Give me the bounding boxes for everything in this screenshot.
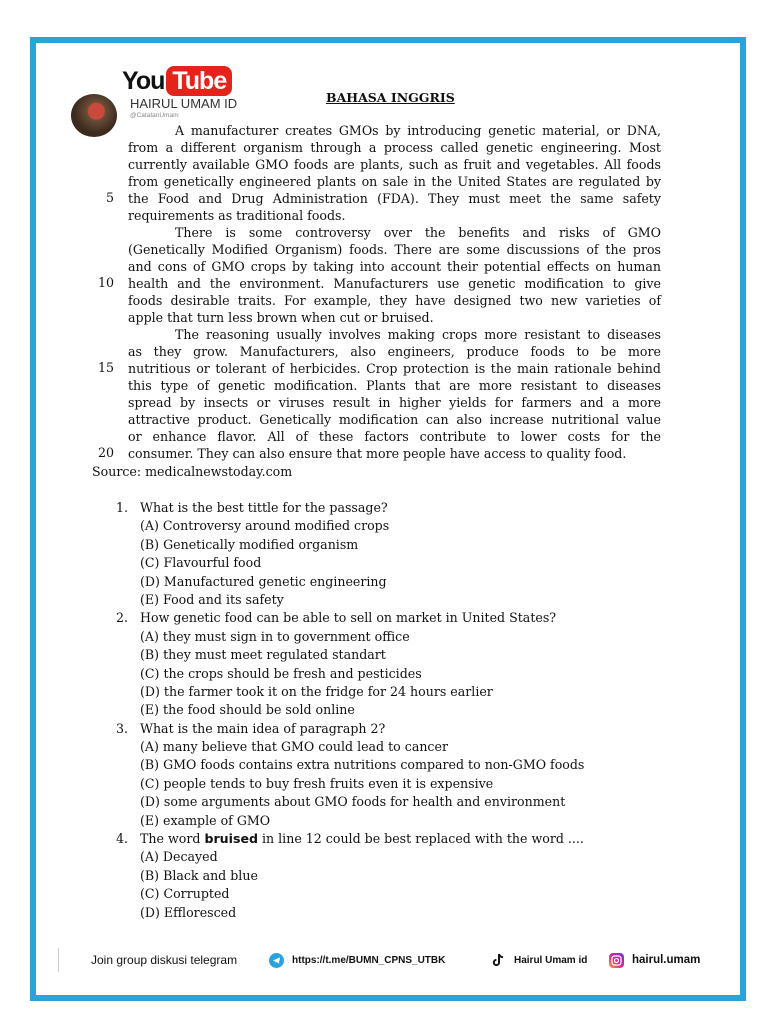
- page-title: BAHASA INGGRIS: [326, 90, 455, 105]
- telegram-icon: [269, 953, 284, 968]
- question-4: [116, 830, 676, 848]
- question-list: [116, 499, 676, 922]
- passage-line: nutritious or tolerant of herbicides. Crop protection is the main rationale behind: [128, 361, 661, 376]
- line-number: 10: [97, 275, 114, 290]
- answer-option: (D) the farmer took it on the fridge for 24 hours earlier: [140, 683, 493, 699]
- footer-bar: [58, 948, 709, 972]
- answer-option: (D) some arguments about GMO foods for health and environment: [140, 794, 566, 810]
- answer-option: (B) Genetically modified organism: [140, 536, 359, 552]
- question-text: in line 12 could be best replaced with the word ....: [262, 831, 584, 847]
- reading-passage: [128, 122, 661, 462]
- passage-line: the Food and Drug Administration (FDA). They must meet the same safety: [128, 191, 661, 206]
- channel-avatar: [71, 94, 117, 137]
- question-number: 3.: [116, 720, 129, 736]
- question-3: [116, 720, 676, 738]
- tiktok-account[interactable]: [491, 948, 587, 972]
- passage-source: Source: medicalnewstoday.com: [92, 464, 293, 479]
- line-number: 15: [97, 360, 114, 375]
- answer-option: (C) people tends to buy fresh fruits even it is expensive: [140, 775, 494, 791]
- passage-line: attractive product. Genetically modification can also increase nutritional value: [128, 412, 661, 427]
- answer-option: (A) many believe that GMO could lead to cancer: [140, 739, 448, 755]
- passage-line: or enhance flavor. All of these factors contribute to lower costs for the: [128, 429, 661, 444]
- youtube-logo: [122, 66, 232, 96]
- answer-option: (E) the food should be sold online: [140, 702, 355, 718]
- question-number: 1.: [116, 500, 129, 515]
- line-number: 5: [105, 190, 114, 205]
- passage-line: from genetically engineered plants on sale in the United States are regulated by: [128, 174, 661, 189]
- passage-line: health and the environment. Manufacturers use genetic modification to give: [128, 276, 661, 291]
- passage-line: There is some controversy over the benefits and risks of GMO: [175, 225, 661, 240]
- answer-option: (B) Black and blue: [140, 867, 258, 883]
- channel-handle: @CatatanUmam: [130, 112, 179, 119]
- question-number: 4.: [116, 831, 129, 847]
- answer-option: (C) Flavourful food: [140, 555, 262, 571]
- question-1: [116, 499, 676, 517]
- answer-option: (C) Corrupted: [140, 886, 230, 902]
- question-2: [116, 609, 676, 627]
- answer-option: (A) they must sign in to government office: [140, 628, 410, 644]
- passage-line: currently available GMO foods are plants, such as fruit and vegetables. All foods: [128, 157, 661, 172]
- instagram-account[interactable]: [609, 948, 700, 972]
- answer-option: (E) example of GMO: [140, 812, 271, 828]
- answer-option: (C) the crops should be fresh and pesticides: [140, 665, 422, 681]
- passage-line: (Genetically Modified Organism) foods. There are some discussions of the pros: [128, 242, 661, 257]
- answer-option: (B) GMO foods contains extra nutritions compared to non-GMO foods: [140, 757, 585, 773]
- passage-line: from a different organism through a process called genetic engineering. Most: [128, 140, 661, 155]
- answer-option: (B) they must meet regulated standart: [140, 647, 386, 663]
- youtube-logo-tube: Tube: [166, 66, 232, 96]
- answer-option: (A) Controversy around modified crops: [140, 518, 390, 534]
- answer-option: (D) Manufactured genetic engineering: [140, 573, 387, 589]
- answer-option: (A) Decayed: [140, 849, 218, 865]
- passage-line: foods desirable traits. For example, they have designed two new varieties of: [128, 293, 661, 308]
- question-text: What is the best tittle for the passage?: [140, 500, 388, 515]
- channel-name: HAIRUL UMAM ID: [130, 96, 238, 111]
- passage-line: The reasoning usually involves making crops more resistant to diseases: [175, 327, 661, 342]
- tiktok-name[interactable]: Hairul Umam id: [514, 954, 588, 966]
- passage-line: and cons of GMO crops by taking into account their potential effects on human: [128, 259, 661, 274]
- passage-line: A manufacturer creates GMOs by introducing genetic material, or DNA,: [175, 123, 661, 138]
- instagram-name[interactable]: hairul.umam: [632, 954, 701, 966]
- answer-option: (D) Effloresced: [140, 904, 237, 920]
- instagram-icon: [609, 953, 624, 968]
- passage-line: consumer. They can also ensure that more people have access to quality food.: [128, 446, 627, 461]
- passage-line: requirements as traditional foods.: [128, 208, 346, 223]
- line-number: 20: [97, 445, 114, 460]
- telegram-link[interactable]: [269, 948, 445, 972]
- question-text: What is the main idea of paragraph 2?: [140, 720, 386, 736]
- tiktok-icon: [491, 953, 506, 968]
- passage-line: this type of genetic modification. Plants that are more resistant to diseases: [128, 378, 661, 393]
- question-text: The word: [140, 831, 201, 847]
- passage-line: as they grow. Manufacturers, also engineers, produce foods to be more: [128, 344, 661, 359]
- answer-option: (E) Food and its safety: [140, 591, 284, 607]
- passage-line: spread by insects or viruses result in higher yields for farmers and a more: [128, 395, 661, 410]
- telegram-link-text[interactable]: https://t.me/BUMN_CPNS_UTBK: [292, 954, 446, 966]
- join-telegram-text: Join group diskusi telegram: [91, 953, 238, 967]
- passage-line: apple that turn less brown when cut or bruised.: [128, 310, 434, 325]
- question-keyword: bruised: [204, 831, 258, 847]
- question-text: How genetic food can be able to sell on market in United States?: [140, 610, 557, 626]
- question-number: 2.: [116, 610, 129, 626]
- youtube-logo-you: You: [122, 66, 165, 95]
